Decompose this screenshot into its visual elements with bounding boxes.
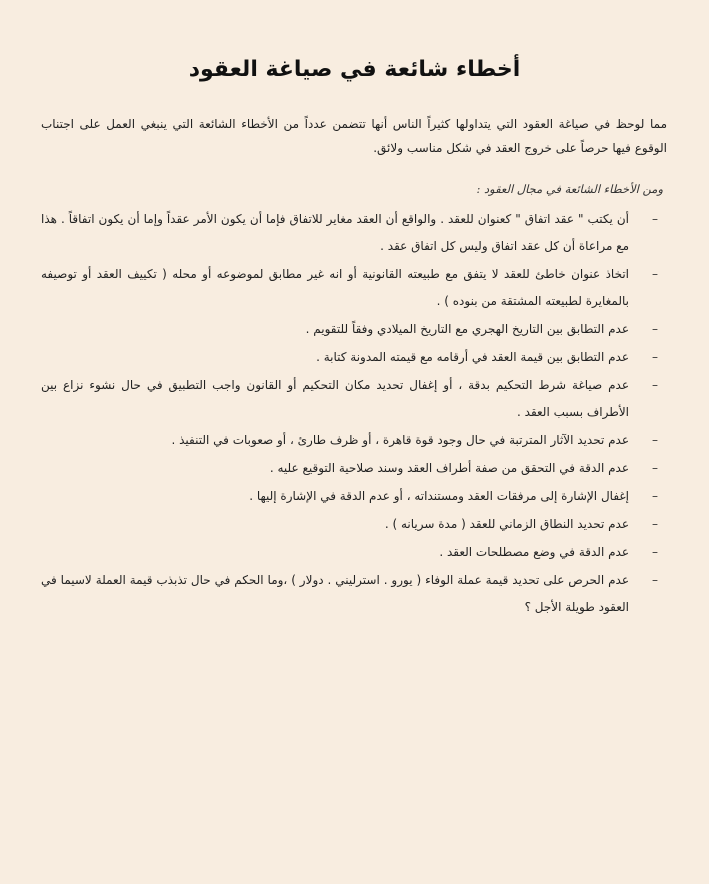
bullet-dash: – — [652, 433, 658, 447]
list-item-text: اتخاذ عنوان خاطئ للعقد لا يتفق مع طبيعته القانونية أو انه غير مطابق لموضوعه أو محله ( تكييف العقد أو توصيفه بالمغايرة لطبيعته المشتقة من بنوده ) . — [41, 267, 629, 308]
bullet-dash: – — [652, 212, 658, 226]
list-item — [41, 567, 667, 621]
list-item-text: عدم الحرص على تحديد قيمة عملة الوفاء ( يورو . استرليني . دولار ) ،وما الحكم في حال تذبذب قيمة العملة لاسيما في العقود طويلة الأجل ؟ — [41, 573, 629, 614]
bullet-dash: – — [652, 517, 658, 531]
list-item-text: عدم صياغة شرط التحكيم بدقة ، أو إغفال تحديد مكان التحكيم أو القانون واجب التطبيق في حال نشوء نزاع بين الأطراف بسبب العقد . — [41, 378, 629, 419]
handwritten-note: ومن الأخطاء الشائعة في مجال العقود : — [476, 182, 663, 196]
bullet-dash: – — [652, 573, 658, 587]
bullet-dash: – — [652, 489, 658, 503]
list-item-text: عدم الدقة في التحقق من صفة أطراف العقد وسند صلاحية التوقيع عليه . — [269, 461, 629, 475]
list-item-text: عدم تحديد النطاق الزماني للعقد ( مدة سريانه ) . — [384, 517, 629, 531]
list-item-text: عدم التطابق بين قيمة العقد في أرقامه مع قيمته المدونة كتابة . — [316, 350, 629, 364]
list-item — [41, 372, 667, 426]
list-item-text: عدم تحديد الآثار المترتبة في حال وجود قوة قاهرة ، أو ظرف طارئ ، أو صعوبات في التنفيذ . — [171, 433, 629, 447]
bullet-dash: – — [652, 350, 658, 364]
list-item-text: أن يكتب " عقد اتفاق " كعنوان للعقد . والواقع أن العقد مغاير للاتفاق فإما أن يكون الأمر عقداً وإما أن يكون اتفاقاً . هذا مع مراعاة أن كل عقد اتفاق وليس كل اتفاق عقد . — [41, 212, 629, 253]
list-item — [41, 511, 667, 538]
list-item — [41, 261, 667, 315]
list-item-text: عدم الدقة في وضع مصطلحات العقد . — [439, 545, 629, 559]
document-title: أخطاء شائعة في صياغة العقود — [188, 57, 521, 82]
bullet-dash: – — [652, 461, 658, 475]
list-item — [41, 539, 667, 566]
list-item — [41, 206, 667, 260]
list-item — [41, 483, 667, 510]
bullet-dash: – — [652, 378, 658, 392]
list-item — [41, 344, 667, 371]
list-item-text: إغفال الإشارة إلى مرفقات العقد ومستنداته ، أو عدم الدقة في الإشارة إليها . — [249, 489, 629, 503]
list-item-text: عدم التطابق بين التاريخ الهجري مع التاريخ الميلادي وفقاً للتقويم . — [305, 322, 629, 336]
bullet-dash: – — [652, 545, 658, 559]
bullet-dash: – — [652, 322, 658, 336]
list-item — [41, 455, 667, 482]
intro-paragraph: مما لوحظ في صياغة العقود التي يتداولها كثيراً الناس أنها تتضمن عدداً من الأخطاء الشائعة التي ينبغي العمل على اجتناب الوقوع فيها حرصاً على خروج العقد في شكل مناسب ولائق. — [41, 117, 667, 155]
list-item — [41, 316, 667, 343]
list-item — [41, 427, 667, 454]
mistakes-list — [41, 206, 667, 622]
bullet-dash: – — [652, 267, 658, 281]
